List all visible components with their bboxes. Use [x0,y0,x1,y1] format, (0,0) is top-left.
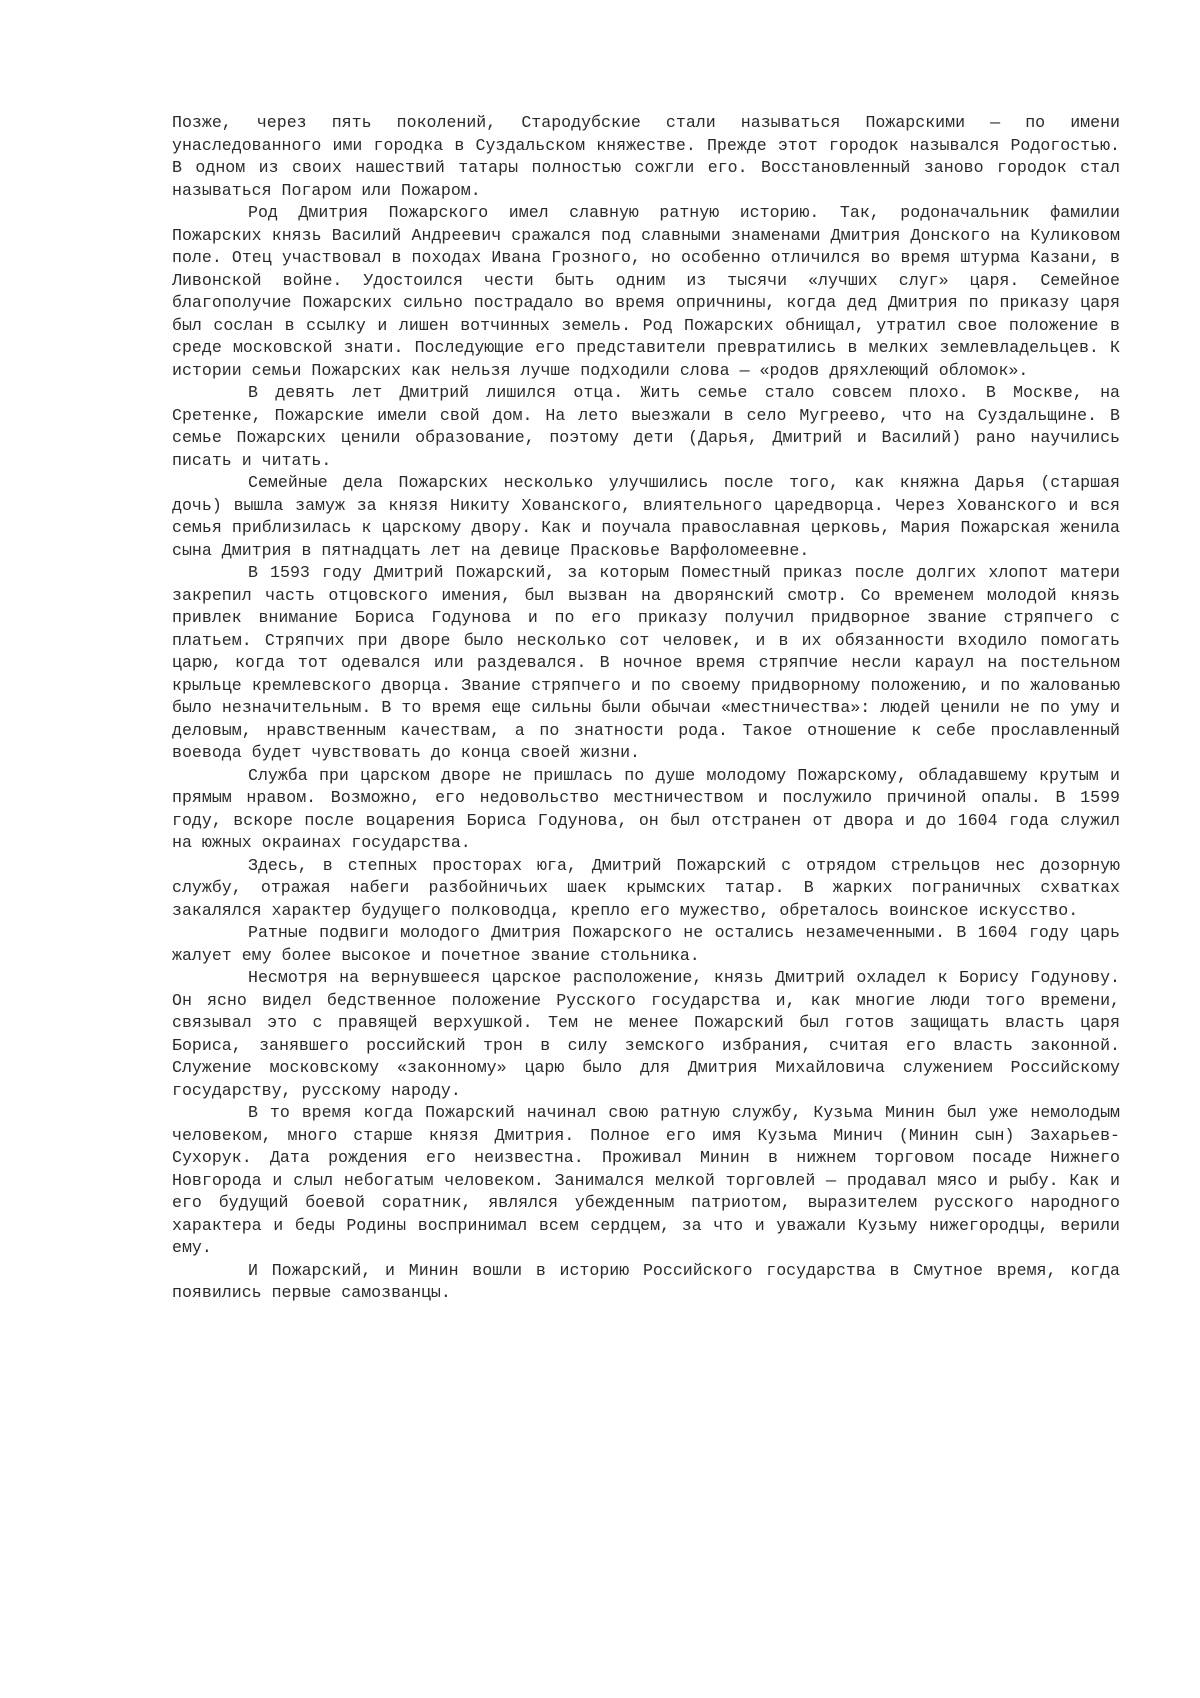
paragraph-1: Позже, через пять поколений, Стародубские стали называться Пожарскими — по имени унаследованного ими городка в Суздальском княжестве. Прежде этот городок назывался Родогостью. В одном из своих нашествий татары полностью сожгли его. Восстановленный заново городок стал называться Погаром или Пожаром. [172,113,1120,200]
paragraph-2: Род Дмитрия Пожарского имел славную ратную историю. Так, родоначальник фамилии Пожарских князь Василий Андреевич сражался под славными знаменами Дмитрия Донского на Куликовом поле. Отец участвовал в походах Ивана Грозного, но особенно отличился во время штурма Казани, в Ливонской войне. Удостоился чести быть одним из тысячи «лучших слуг» царя. Семейное благополучие Пожарских сильно пострадало во время опричнины, когда дед Дмитрия по приказу царя был сослан в ссылку и лишен вотчинных земель. Род Пожарских обнищал, утратил свое положение в среде московской знати. Последующие его представители превратились в мелких землевладельцев. К истории семьи Пожарских как нельзя лучше подходили слова — «родов дряхлеющий обломок». [172,203,1120,380]
paragraph-10: В то время когда Пожарский начинал свою ратную службу, Кузьма Минин был уже немолодым человеком, много старше князя Дмитрия. Полное его имя Кузьма Минич (Минин сын) Захарьев-Сухорук. Дата рождения его неизвестна. Проживал Минин в нижнем торговом посаде Нижнего Новгорода и слыл небогатым человеком. Занимался мелкой торговлей — продавал мясо и рыбу. Как и его будущий боевой соратник, являлся убежденным патриотом, выразителем русского народного характера и беды Родины воспринимал всем сердцем, за что и уважали Кузьму нижегородцы, верили ему. [172,1103,1120,1257]
document-page [172,112,1120,1305]
paragraph-3: В девять лет Дмитрий лишился отца. Жить семье стало совсем плохо. В Москве, на Сретенке, Пожарские имели свой дом. На лето выезжали в село Мугреево, что на Суздальщине. В семье Пожарских ценили образование, поэтому дети (Дарья, Дмитрий и Василий) рано научились писать и читать. [172,383,1120,470]
paragraph-11: И Пожарский, и Минин вошли в историю Российского государства в Смутное время, когда появились первые самозванцы. [172,1260,1120,1302]
paragraph-5: В 1593 году Дмитрий Пожарский, за которым Поместный приказ после долгих хлопот матери закрепил часть отцовского имения, был вызван на дворянский смотр. Со временем молодой князь привлек внимание Бориса Годунова и по его приказу получил придворное звание стряпчего с платьем. Стряпчих при дворе было несколько сот человек, и в их обязанности входило помогать царю, когда тот одевался или раздевался. В ночное время стряпчие несли караул на постельном крыльце кремлевского дворца. Звание стряпчего и по своему придворному положению, и по жалованью было незначительным. В то время еще сильны были обычаи «местничества»: людей ценили не по уму и деловым, нравственным качествам, а по знатности рода. Такое отношение к себе прославленный воевода будет чувствовать до конца своей жизни. [172,563,1120,762]
paragraph-8: Ратные подвиги молодого Дмитрия Пожарского не остались незамеченными. В 1604 году царь жалует ему более высокое и почетное звание стольника. [172,923,1120,965]
paragraph-6: Служба при царском дворе не пришлась по душе молодому Пожарскому, обладавшему крутым и прямым нравом. Возможно, его недовольство местничеством и послужило причиной опалы. В 1599 году, вскоре после воцарения Бориса Годунова, он был отстранен от двора и до 1604 года служил на южных окраинах государства. [172,765,1120,852]
paragraph-4: Семейные дела Пожарских несколько улучшились после того, как княжна Дарья (старшая дочь) вышла замуж за князя Никиту Хованского, влиятельного царедворца. Через Хованского и вся семья приблизилась к царскому двору. Как и поучала православная церковь, Мария Пожарская женила сына Дмитрия в пятнадцать лет на девице Прасковье Варфоломеевне. [172,473,1120,560]
paragraph-9: Несмотря на вернувшееся царское расположение, князь Дмитрий охладел к Борису Годунову. Он ясно видел бедственное положение Русского государства и, как многие люди того времени, связывал это с правящей верхушкой. Тем не менее Пожарский был готов защищать власть царя Бориса, занявшего российский трон в силу земского избрания, считая его власть законной. Служение московскому «законному» царю было для Дмитрия Михайловича служением Российскому государству, русскому народу. [172,968,1120,1100]
paragraph-7: Здесь, в степных просторах юга, Дмитрий Пожарский с отрядом стрельцов нес дозорную службу, отражая набеги разбойничьих шаек крымских татар. В жарких пограничных схватках закалялся характер будущего полководца, крепло его мужество, обреталось воинское искусство. [172,855,1120,920]
